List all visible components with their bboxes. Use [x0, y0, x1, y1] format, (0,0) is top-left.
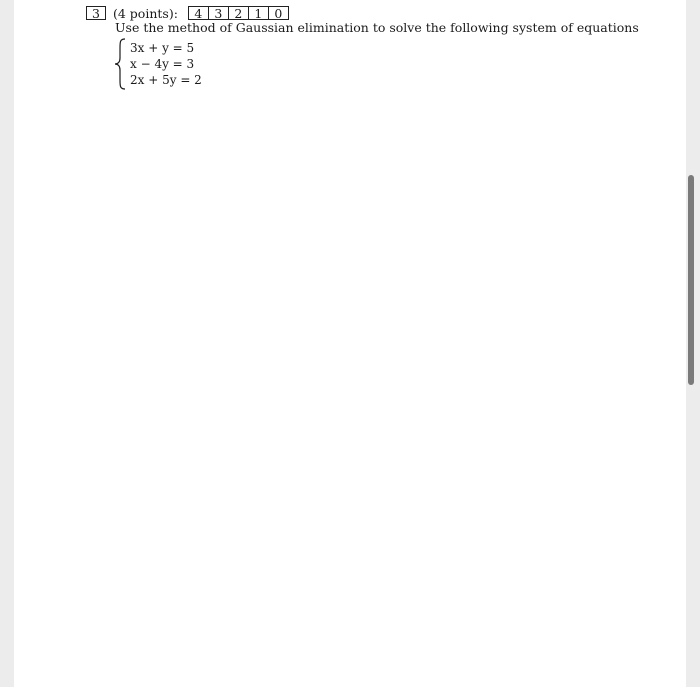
- equations-list: [130, 40, 202, 88]
- vertical-scrollbar[interactable]: [688, 175, 694, 385]
- score-box-3: 3: [208, 6, 229, 20]
- left-brace-icon: [114, 38, 128, 90]
- document-page: [14, 0, 686, 687]
- score-boxes: [188, 6, 289, 20]
- equation-3: 2x + 5y = 2: [130, 73, 202, 87]
- points-label: (4 points):: [113, 5, 178, 21]
- problem-instruction: Use the method of Gaussian elimination to solve the following system of equations: [115, 20, 639, 35]
- score-box-4: 4: [188, 6, 209, 20]
- problem-header: [86, 5, 289, 21]
- equation-1: 3x + y = 5: [130, 41, 195, 55]
- equation-2: x − 4y = 3: [130, 57, 195, 71]
- problem-number: 3: [86, 6, 106, 20]
- score-box-0: 0: [268, 6, 289, 20]
- score-box-1: 1: [248, 6, 269, 20]
- score-box-2: 2: [228, 6, 249, 20]
